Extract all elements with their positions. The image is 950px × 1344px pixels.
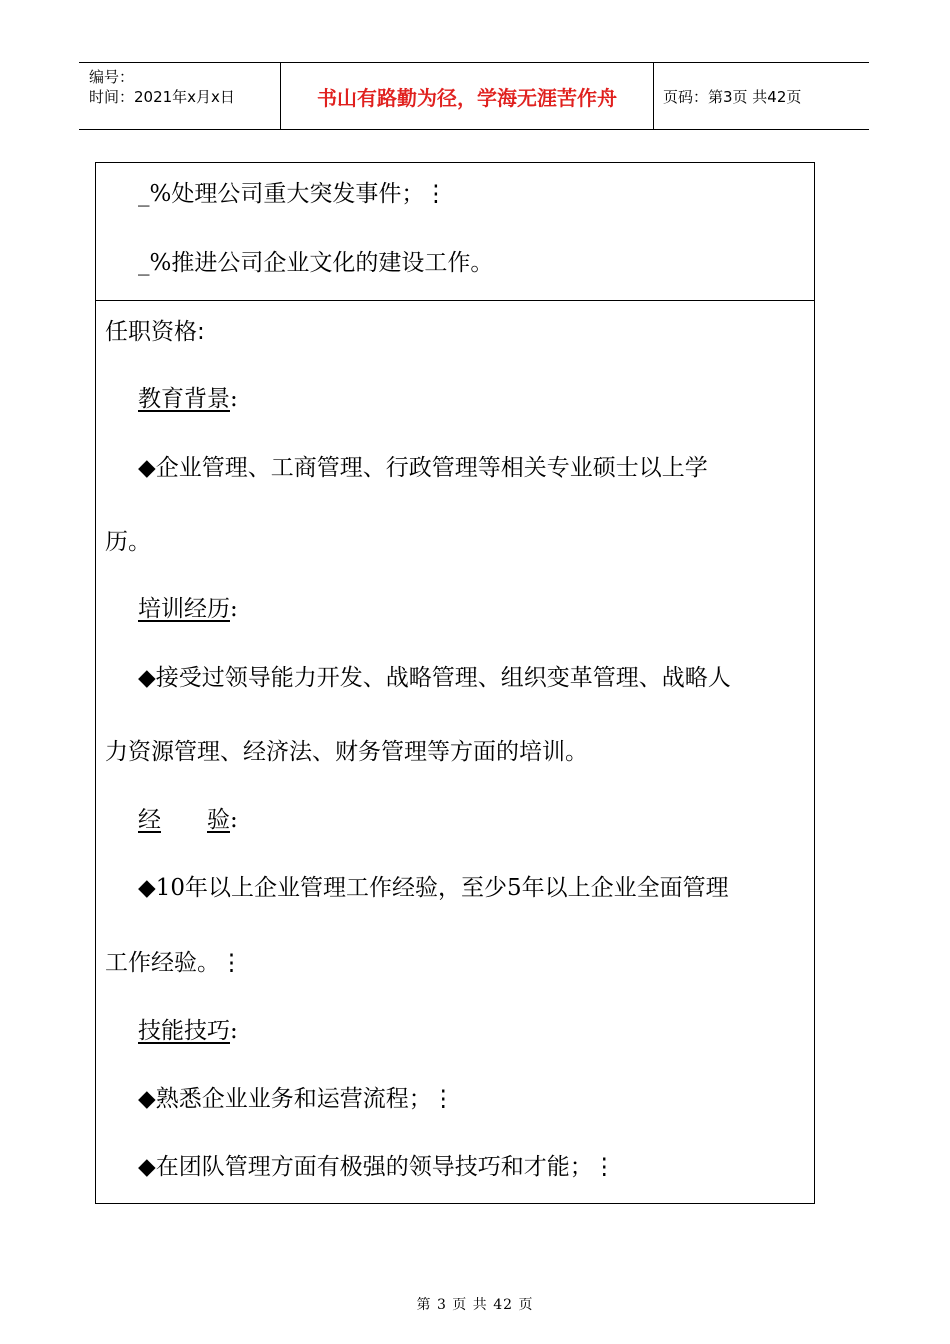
skills-heading [138, 1016, 238, 1046]
duty-line: _%处理公司重大突发事件；⋮ [138, 181, 448, 207]
heading-colon: : [230, 596, 238, 622]
experience-heading [138, 805, 238, 835]
education-line: 历。 [105, 529, 151, 555]
training-heading [138, 594, 238, 624]
experience-heading-char: 经 [138, 807, 161, 833]
header-divider [653, 63, 654, 129]
education-heading [138, 384, 238, 414]
qualification-heading: 任职资格: [105, 319, 205, 345]
experience-heading-text [138, 807, 230, 833]
education-line: ◆企业管理、工商管理、行政管理等相关专业硕士以上学 [138, 455, 708, 481]
education-heading-text: 教育背景 [138, 386, 230, 412]
table-row-divider [96, 300, 814, 301]
experience-line: 工作经验。⋮ [105, 950, 243, 976]
heading-colon: : [230, 1018, 238, 1044]
header-page-info: 页码：第3页 共42页 [663, 87, 802, 106]
document-number-label: 编号： [89, 68, 135, 86]
experience-heading-char: 验 [207, 807, 230, 833]
heading-colon: : [230, 386, 238, 412]
skills-line: ◆熟悉企业业务和运营流程；⋮ [138, 1086, 455, 1112]
skills-heading-text: 技能技巧 [138, 1018, 230, 1044]
page-header [79, 62, 869, 130]
training-line: 力资源管理、经济法、财务管理等方面的培训。 [105, 739, 588, 765]
training-heading-text: 培训经历 [138, 596, 230, 622]
header-motto: 书山有路勤为径，学海无涯苦作舟 [317, 85, 617, 110]
content-table [95, 162, 815, 1204]
header-meta [89, 67, 235, 107]
duty-line: _%推进公司企业文化的建设工作。 [138, 250, 494, 276]
training-line: ◆接受过领导能力开发、战略管理、组织变革管理、战略人 [138, 665, 731, 691]
experience-line: ◆10年以上企业管理工作经验，至少5年以上企业全面管理 [138, 875, 729, 901]
heading-colon: : [230, 807, 238, 833]
skills-line: ◆在团队管理方面有极强的领导技巧和才能；⋮ [138, 1154, 616, 1180]
document-time-label: 时间：2021年x月x日 [89, 88, 235, 106]
page-footer: 第 3 页 共 42 页 [416, 1297, 534, 1313]
